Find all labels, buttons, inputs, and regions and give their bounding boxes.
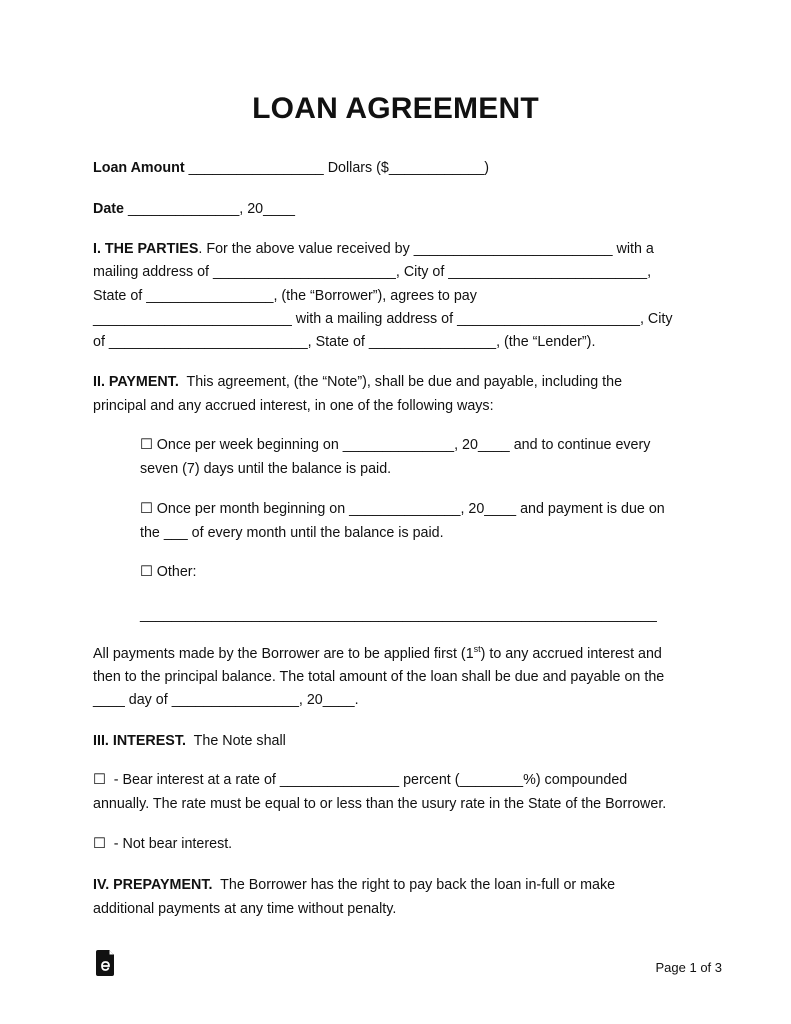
parties-line-5: of _________________________, State of ________________, (the “Lender”). <box>93 334 596 350</box>
loan-amount-blank: _________________ Dollars ($____________) <box>184 160 490 176</box>
interest-option-bear[interactable]: ☐ - Bear interest at a rate of _______________ percent (________%) compounded <box>93 772 628 788</box>
payment-option-monthly[interactable]: ☐ Once per month beginning on ______________, 20____ and payment is due on <box>140 501 665 517</box>
loan-amount-line <box>93 159 489 177</box>
interest-line <box>93 732 286 750</box>
application-line-2: then to the principal balance. The total amount of the loan shall be due and payable on the <box>93 669 665 685</box>
parties-line-4: _________________________ with a mailing address of _______________________, City <box>93 311 673 327</box>
payment-line-2: principal and any accrued interest, in one of the following ways: <box>93 398 494 414</box>
payment-option-other[interactable]: ☐ Other: <box>140 564 197 580</box>
prepayment-heading: IV. PREPAYMENT. <box>93 877 213 893</box>
parties-line-1 <box>93 240 654 258</box>
prepayment-line-1 <box>93 876 615 894</box>
date-line <box>93 200 295 218</box>
application-line-1 <box>93 645 662 663</box>
interest-heading: III. INTEREST. <box>93 733 186 749</box>
date-blank: ______________, 20____ <box>124 201 295 217</box>
page-number: Page 1 of 3 <box>655 960 722 975</box>
prepayment-line-2: additional payments at any time without penalty. <box>93 901 397 917</box>
document-title: LOAN AGREEMENT <box>252 92 539 125</box>
parties-line-2: mailing address of _______________________, City of _________________________, <box>93 264 652 280</box>
parties-text: . For the above value received by _________________________ with a <box>198 241 654 257</box>
parties-line-3: State of ________________, (the “Borrower”), agrees to pay <box>93 288 477 304</box>
date-label: Date <box>93 201 124 217</box>
interest-option-bear-cont: annually. The rate must be equal to or less than the usury rate in the State of the Borrower. <box>93 796 667 812</box>
interest-option-none[interactable]: ☐ - Not bear interest. <box>93 836 233 852</box>
payment-text: This agreement, (the “Note”), shall be due and payable, including the <box>178 374 623 390</box>
eforms-logo-icon <box>96 950 116 976</box>
payment-option-monthly-cont: the ___ of every month until the balance is paid. <box>140 525 444 541</box>
loan-amount-label: Loan Amount <box>93 160 185 176</box>
prepayment-text: The Borrower has the right to pay back the loan in-full or make <box>212 877 616 893</box>
application-line-3: ____ day of ________________, 20____. <box>93 692 359 708</box>
application-text-a: All payments made by the Borrower are to be applied first (1 <box>93 646 474 662</box>
payment-heading: II. PAYMENT. <box>93 374 179 390</box>
parties-heading: I. THE PARTIES <box>93 241 199 257</box>
payment-option-weekly-cont: seven (7) days until the balance is paid. <box>140 461 392 477</box>
application-text-b: ) to any accrued interest and <box>480 646 662 662</box>
ordinal-superscript: st <box>473 644 481 655</box>
interest-intro: The Note shall <box>185 733 286 749</box>
payment-other-blank-line[interactable]: _________________________________________________________________ <box>140 607 657 623</box>
payment-option-weekly[interactable]: ☐ Once per week beginning on ______________, 20____ and to continue every <box>140 437 651 453</box>
payment-line-1 <box>93 373 622 391</box>
